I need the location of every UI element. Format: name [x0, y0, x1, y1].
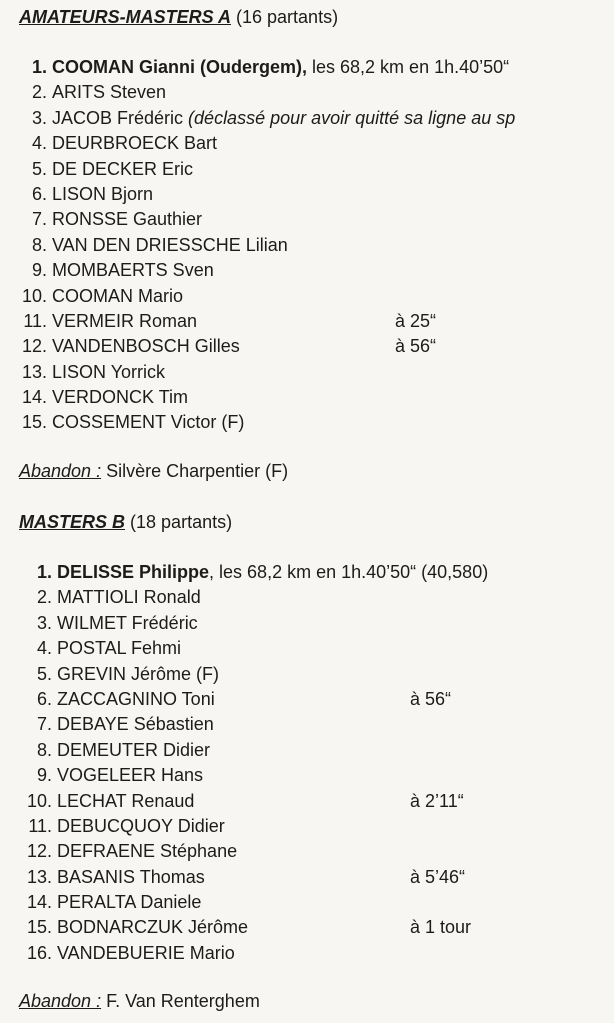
- result-row: [0, 334, 515, 359]
- result-row: [0, 157, 515, 182]
- time-gap: à 56“: [395, 336, 437, 357]
- result-row: [0, 131, 515, 156]
- rank-number: 13.: [21, 361, 47, 382]
- section-a-category: AMATEURS-MASTERS A: [19, 7, 231, 27]
- winner-detail: , les 68,2 km en 1h.40’50“ (40,580): [209, 562, 489, 582]
- result-row: [0, 941, 488, 966]
- abandon-value: Silvère Charpentier (F): [101, 461, 289, 481]
- rank-number: 4.: [36, 638, 52, 659]
- rider-name: BODNARCZUK Jérôme: [57, 917, 249, 938]
- rider-name: POSTAL Fehmi: [57, 638, 182, 659]
- rider-name: COOMAN Mario: [52, 285, 184, 306]
- rider-name: DE DECKER Eric: [52, 158, 194, 179]
- rider-name: RONSSE Gauthier: [52, 209, 203, 230]
- rank-number: 2.: [31, 82, 47, 103]
- abandon-value: F. Van Renterghem: [101, 991, 260, 1011]
- rider-name: DELISSE Philippe: [57, 562, 210, 582]
- rider-name: LISON Yorrick: [52, 361, 166, 382]
- rider-name: ARITS Steven: [52, 82, 167, 103]
- result-row: [0, 284, 515, 309]
- winner-detail: les 68,2 km en 1h.40’50“: [307, 57, 510, 77]
- rank-number: 5.: [36, 663, 52, 684]
- time-gap: à 56“: [410, 688, 452, 709]
- rank-number: 10.: [26, 790, 52, 811]
- rank-number: 7.: [31, 209, 47, 230]
- result-row: [0, 738, 488, 763]
- result-row: [0, 789, 488, 814]
- rider-name: LECHAT Renaud: [57, 790, 195, 811]
- rider-name: VANDENBOSCH Gilles: [52, 336, 240, 357]
- rider-name: ZACCAGNINO Toni: [57, 688, 215, 709]
- rank-number: 3.: [36, 612, 52, 633]
- rank-number: 8.: [31, 234, 47, 255]
- rank-number: 9.: [31, 260, 47, 281]
- rider-name: VERDONCK Tim: [52, 387, 189, 408]
- result-row: [0, 687, 488, 712]
- rider-name: MOMBAERTS Sven: [52, 260, 214, 281]
- rider-name: COOMAN Gianni (Oudergem),: [52, 57, 308, 77]
- rider-name: WILMET Frédéric: [57, 612, 198, 633]
- rank-number: 8.: [36, 739, 52, 760]
- result-row: [0, 636, 488, 661]
- result-row: [0, 662, 488, 687]
- result-row: [0, 763, 488, 788]
- result-row: [0, 80, 515, 105]
- result-row: [0, 106, 515, 131]
- result-row: [0, 814, 488, 839]
- rider-name: JACOB Frédéric: [52, 107, 184, 128]
- rank-number: 2.: [36, 587, 52, 608]
- winner-row: [0, 55, 515, 80]
- time-gap: à 5’46“: [410, 866, 466, 887]
- rank-number: 14.: [26, 892, 52, 913]
- abandon-label: Abandon :: [19, 461, 102, 481]
- rank-number: 11.: [28, 815, 52, 836]
- rank-number: 11.: [23, 310, 47, 331]
- rider-name: LISON Bjorn: [52, 183, 154, 204]
- rider-name: VAN DEN DRIESSCHE Lilian: [52, 234, 288, 255]
- rank-number: 15.: [26, 917, 52, 938]
- rider-name: DEMEUTER Didier: [57, 739, 211, 760]
- rank-number: 4.: [31, 133, 47, 154]
- rank-number: 13.: [26, 866, 52, 887]
- section-b-abandon: [19, 991, 260, 1012]
- rider-name: PERALTA Daniele: [57, 892, 202, 913]
- time-gap: à 1 tour: [410, 917, 472, 938]
- rank-number: 14.: [21, 387, 47, 408]
- section-b-results: [0, 560, 488, 966]
- result-row: [0, 712, 488, 737]
- rider-name: COSSEMENT Victor (F): [52, 412, 245, 433]
- rider-name: DEURBROECK Bart: [52, 133, 218, 154]
- rank-number: 1.: [31, 57, 47, 77]
- abandon-label: Abandon :: [19, 991, 102, 1011]
- rank-number: 6.: [36, 688, 52, 709]
- section-b-category: MASTERS B: [19, 512, 126, 532]
- rider-name: GREVIN Jérôme (F): [57, 663, 220, 684]
- result-row: [0, 585, 488, 610]
- time-gap: à 25“: [395, 310, 437, 331]
- section-a-starters: (16 partants): [236, 7, 339, 27]
- section-a-results: [0, 55, 515, 436]
- rank-number: 15.: [21, 412, 47, 433]
- rider-name: VERMEIR Roman: [52, 310, 198, 331]
- section-b-starters: (18 partants): [130, 512, 233, 532]
- result-row: [0, 839, 488, 864]
- section-a-abandon: [19, 461, 288, 482]
- rank-number: 6.: [31, 183, 47, 204]
- rider-name: DEFRAENE Stéphane: [57, 841, 238, 862]
- result-row: [0, 309, 515, 334]
- result-row: [0, 207, 515, 232]
- rank-number: 12.: [26, 841, 52, 862]
- rider-name: MATTIOLI Ronald: [57, 587, 201, 608]
- winner-row: [0, 560, 488, 585]
- section-b-heading: [19, 512, 232, 533]
- rider-name: VOGELEER Hans: [57, 765, 204, 786]
- result-row: [0, 360, 515, 385]
- rank-number: 5.: [31, 158, 47, 179]
- rank-number: 9.: [36, 765, 52, 786]
- result-row: [0, 233, 515, 258]
- result-row: [0, 258, 515, 283]
- result-row: [0, 385, 515, 410]
- result-row: [0, 915, 488, 940]
- rider-name: VANDEBUERIE Mario: [57, 942, 235, 963]
- rank-number: 3.: [31, 107, 47, 128]
- rank-number: 12.: [21, 336, 47, 357]
- rider-name: DEBAYE Sébastien: [57, 714, 214, 735]
- result-row: [0, 182, 515, 207]
- rank-number: 1.: [36, 562, 52, 582]
- result-row: [0, 865, 488, 890]
- rank-number: 7.: [36, 714, 52, 735]
- rider-name: BASANIS Thomas: [57, 866, 205, 887]
- rider-note: (déclassé pour avoir quitté sa ligne au sp: [188, 107, 516, 128]
- section-a-heading: [19, 7, 338, 28]
- rank-number: 10.: [21, 285, 47, 306]
- rider-name: DEBUCQUOY Didier: [57, 815, 225, 836]
- time-gap: à 2’11“: [410, 790, 464, 811]
- result-row: [0, 890, 488, 915]
- result-row: [0, 611, 488, 636]
- result-row: [0, 410, 515, 435]
- rank-number: 16.: [26, 942, 52, 963]
